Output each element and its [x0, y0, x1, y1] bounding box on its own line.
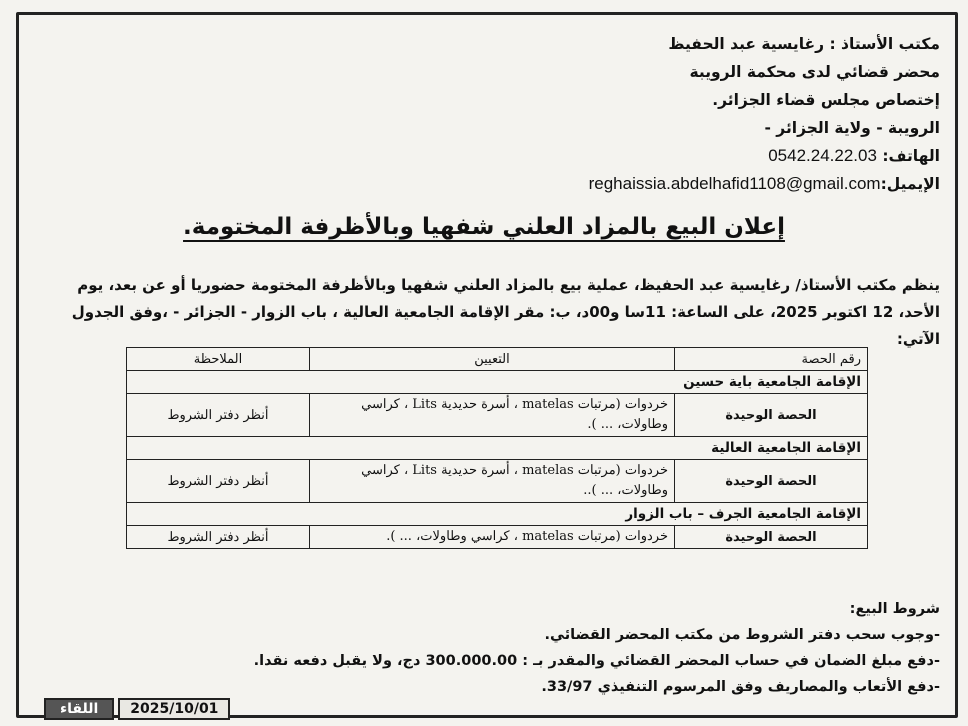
table-header-row — [127, 348, 868, 371]
condition-item: -دفع مبلغ الضمان في حساب المحضر القضائي والمقدر بـ : 300.000.00 دج، ولا يقبل دفعه نقدا. — [253, 653, 940, 669]
header-office: مكتب الأستاذ : رغايسية عبد الحفيظ — [668, 35, 940, 53]
email-label: الإيميل: — [880, 175, 940, 193]
header-location: الرويبة - ولاية الجزائر - — [764, 119, 940, 137]
notes-cell: أنظر دفتر الشروط — [127, 460, 310, 503]
sale-conditions — [220, 596, 940, 700]
header-phone — [420, 142, 940, 170]
lot-cell: الحصة الوحيدة — [675, 394, 868, 437]
residence-name: الإقامة الجامعية باية حسين — [127, 371, 868, 394]
email-address: reghaissia.abdelhafid1108@gmail.com — [588, 174, 881, 193]
description-cell: خردوات (مرتبات matelas ، أسرة حديدية Lits ، كراسي وطاولات، ... ). — [310, 394, 675, 437]
header-jurisdiction: إختصاص مجلس قضاء الجزائر. — [712, 91, 940, 109]
phone-label: الهاتف: — [882, 147, 940, 165]
header-lot: رقم الحصة — [675, 348, 868, 371]
header-description: التعيين — [310, 348, 675, 371]
notes-cell: أنظر دفتر الشروط — [127, 394, 310, 437]
residence-name: الإقامة الجامعية العالية — [127, 437, 868, 460]
publication-footer — [44, 698, 230, 720]
condition-item: -وجوب سحب دفتر الشروط من مكتب المحضر القضائي. — [544, 627, 940, 643]
residence-row — [127, 437, 868, 460]
condition-item: -دفع الأتعاب والمصاريف وفق المرسوم التنفيذي 33/97. — [541, 679, 940, 695]
description-cell: خردوات (مرتبات matelas ، كراسي وطاولات، ... ). — [310, 526, 675, 549]
residence-row — [127, 371, 868, 394]
office-header — [420, 30, 940, 198]
lot-cell: الحصة الوحيدة — [675, 526, 868, 549]
lot-cell: الحصة الوحيدة — [675, 460, 868, 503]
newspaper-name: اللقاء — [44, 698, 114, 720]
conditions-heading: شروط البيع: — [849, 601, 940, 617]
table-row — [127, 394, 868, 437]
table-row — [127, 526, 868, 549]
intro-paragraph: ينظم مكتب الأستاذ/ رغايسية عبد الحفيظ، عملية بيع بالمزاد العلني شفهيا وبالأظرفة المختومة حضوريا أو عن بعد، يوم الأحد، 12 اكتوبر 2025، على الساعة: 11سا و00د، ب: مقر الإقامة الجامعية العالية ، باب الزوار - الجزائر - ،وفق الجدول الآتي: — [71, 276, 940, 348]
header-notes: الملاحظة — [127, 348, 310, 371]
notes-cell: أنظر دفتر الشروط — [127, 526, 310, 549]
residence-name: الإقامة الجامعية الجرف – باب الزوار — [127, 503, 868, 526]
table-row — [127, 460, 868, 503]
phone-number: 0542.24.22.03 — [768, 146, 877, 165]
publication-date: 2025/10/01 — [118, 698, 230, 720]
announcement-title: إعلان البيع بالمزاد العلني شفهيا وبالأظرفة المختومة. — [183, 214, 785, 240]
auction-table — [126, 347, 868, 549]
residence-row — [127, 503, 868, 526]
header-email — [420, 170, 940, 198]
header-court: محضر قضائي لدى محكمة الرويبة — [689, 63, 940, 81]
description-cell: خردوات (مرتبات matelas ، أسرة حديدية Lits ، كراسي وطاولات، ... ).. — [310, 460, 675, 503]
